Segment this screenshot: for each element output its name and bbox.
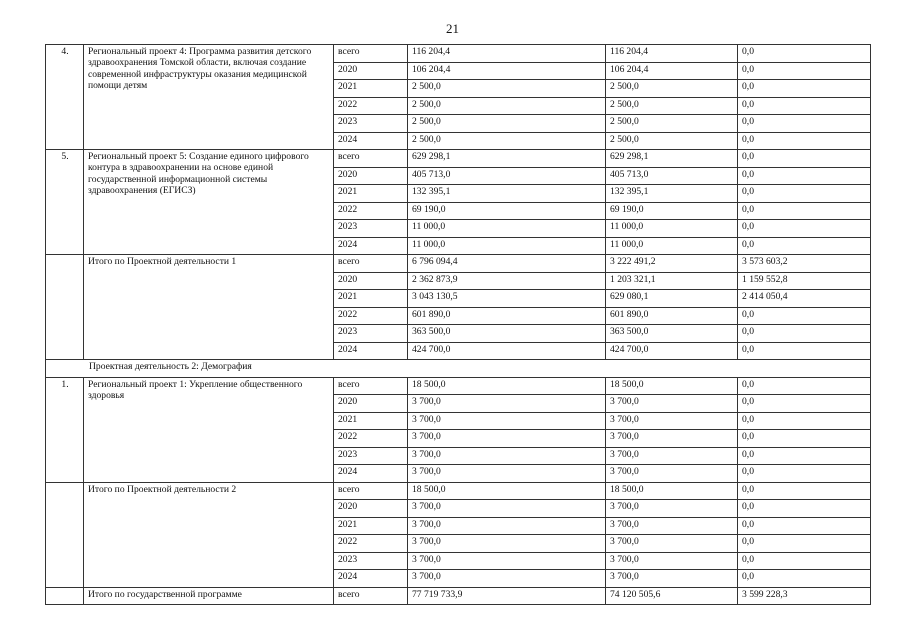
regional-budget-cell: 18 500,0 [606,482,738,500]
period-cell: 2024 [334,132,408,150]
period-cell: 2024 [334,465,408,483]
total-amount-cell: 3 700,0 [408,430,606,448]
section-header-row [46,360,871,378]
regional-budget-cell: 629 298,1 [606,150,738,168]
regional-budget-cell: 3 700,0 [606,552,738,570]
other-sources-cell: 0,0 [738,500,871,518]
period-cell: 2022 [334,307,408,325]
regional-budget-cell: 2 500,0 [606,80,738,98]
other-sources-cell: 0,0 [738,97,871,115]
total-amount-cell: 3 700,0 [408,570,606,588]
total-amount-cell: 3 700,0 [408,517,606,535]
period-cell: всего [334,482,408,500]
project-name: Региональный проект 1: Укрепление общественного здоровья [84,377,334,482]
total-amount-cell: 601 890,0 [408,307,606,325]
period-cell: 2023 [334,220,408,238]
item-number [46,255,84,360]
total-amount-cell: 18 500,0 [408,377,606,395]
table-row [46,150,871,168]
total-amount-cell: 2 362 873,9 [408,272,606,290]
regional-budget-cell: 3 700,0 [606,500,738,518]
total-amount-cell: 2 500,0 [408,115,606,133]
regional-budget-cell: 106 204,4 [606,62,738,80]
table-row [46,587,871,605]
total-amount-cell: 132 395,1 [408,185,606,203]
item-number: 5. [46,150,84,255]
total-amount-cell: 2 500,0 [408,80,606,98]
other-sources-cell: 0,0 [738,115,871,133]
period-cell: 2021 [334,517,408,535]
period-cell: 2023 [334,447,408,465]
regional-budget-cell: 424 700,0 [606,342,738,360]
other-sources-cell: 3 573 603,2 [738,255,871,273]
regional-budget-cell: 405 713,0 [606,167,738,185]
period-cell: 2023 [334,325,408,343]
regional-budget-cell: 11 000,0 [606,237,738,255]
total-amount-cell: 2 500,0 [408,97,606,115]
other-sources-cell: 0,0 [738,517,871,535]
project-name: Региональный проект 5: Создание единого цифрового контура в здравоохранении на основе единой государственной информационной системы здравоохранения (ЕГИСЗ) [84,150,334,255]
other-sources-cell: 0,0 [738,535,871,553]
period-cell: 2024 [334,342,408,360]
total-amount-cell: 3 700,0 [408,465,606,483]
regional-budget-cell: 3 700,0 [606,430,738,448]
other-sources-cell: 0,0 [738,447,871,465]
regional-budget-cell: 3 700,0 [606,447,738,465]
other-sources-cell: 0,0 [738,185,871,203]
table-row [46,255,871,273]
other-sources-cell: 0,0 [738,45,871,63]
other-sources-cell: 2 414 050,4 [738,290,871,308]
regional-budget-cell: 2 500,0 [606,115,738,133]
regional-budget-cell: 69 190,0 [606,202,738,220]
other-sources-cell: 0,0 [738,482,871,500]
total-amount-cell: 3 700,0 [408,552,606,570]
period-cell: 2022 [334,535,408,553]
other-sources-cell: 0,0 [738,150,871,168]
period-cell: 2023 [334,552,408,570]
regional-budget-cell: 363 500,0 [606,325,738,343]
other-sources-cell: 0,0 [738,552,871,570]
regional-budget-cell: 601 890,0 [606,307,738,325]
period-cell: 2020 [334,500,408,518]
period-cell: всего [334,150,408,168]
period-cell: 2020 [334,62,408,80]
period-cell: 2022 [334,202,408,220]
total-amount-cell: 77 719 733,9 [408,587,606,605]
regional-budget-cell: 2 500,0 [606,132,738,150]
period-cell: 2021 [334,80,408,98]
regional-budget-cell: 2 500,0 [606,97,738,115]
regional-budget-cell: 629 080,1 [606,290,738,308]
regional-budget-cell: 116 204,4 [606,45,738,63]
project-name: Итого по государственной программе [84,587,334,605]
regional-budget-cell: 132 395,1 [606,185,738,203]
period-cell: 2024 [334,237,408,255]
period-cell: 2022 [334,430,408,448]
total-amount-cell: 69 190,0 [408,202,606,220]
regional-budget-cell: 1 203 321,1 [606,272,738,290]
table-row [46,482,871,500]
other-sources-cell: 0,0 [738,395,871,413]
period-cell: 2023 [334,115,408,133]
total-amount-cell: 424 700,0 [408,342,606,360]
item-number: 1. [46,377,84,482]
other-sources-cell: 0,0 [738,377,871,395]
project-name: Итого по Проектной деятельности 2 [84,482,334,587]
regional-budget-cell: 3 700,0 [606,535,738,553]
other-sources-cell: 0,0 [738,202,871,220]
item-number [46,482,84,587]
section-title: Проектная деятельность 2: Демография [46,360,871,378]
other-sources-cell: 1 159 552,8 [738,272,871,290]
other-sources-cell: 3 599 228,3 [738,587,871,605]
table-row [46,45,871,63]
period-cell: 2021 [334,290,408,308]
other-sources-cell: 0,0 [738,62,871,80]
total-amount-cell: 3 700,0 [408,395,606,413]
other-sources-cell: 0,0 [738,342,871,360]
other-sources-cell: 0,0 [738,167,871,185]
regional-budget-cell: 3 700,0 [606,570,738,588]
total-amount-cell: 3 700,0 [408,535,606,553]
total-amount-cell: 3 700,0 [408,447,606,465]
total-amount-cell: 629 298,1 [408,150,606,168]
period-cell: 2020 [334,395,408,413]
budget-table [45,44,871,605]
regional-budget-cell: 3 700,0 [606,517,738,535]
total-amount-cell: 3 700,0 [408,500,606,518]
total-amount-cell: 2 500,0 [408,132,606,150]
total-amount-cell: 11 000,0 [408,220,606,238]
table-row [46,377,871,395]
other-sources-cell: 0,0 [738,465,871,483]
total-amount-cell: 405 713,0 [408,167,606,185]
other-sources-cell: 0,0 [738,220,871,238]
other-sources-cell: 0,0 [738,307,871,325]
regional-budget-cell: 3 700,0 [606,395,738,413]
total-amount-cell: 3 043 130,5 [408,290,606,308]
other-sources-cell: 0,0 [738,237,871,255]
period-cell: 2020 [334,272,408,290]
period-cell: 2024 [334,570,408,588]
period-cell: 2021 [334,412,408,430]
regional-budget-cell: 18 500,0 [606,377,738,395]
other-sources-cell: 0,0 [738,325,871,343]
project-name: Итого по Проектной деятельности 1 [84,255,334,360]
other-sources-cell: 0,0 [738,132,871,150]
total-amount-cell: 363 500,0 [408,325,606,343]
budget-table-body [46,45,871,605]
period-cell: всего [334,587,408,605]
period-cell: 2020 [334,167,408,185]
period-cell: 2022 [334,97,408,115]
other-sources-cell: 0,0 [738,80,871,98]
regional-budget-cell: 11 000,0 [606,220,738,238]
regional-budget-cell: 3 222 491,2 [606,255,738,273]
regional-budget-cell: 3 700,0 [606,465,738,483]
period-cell: всего [334,45,408,63]
total-amount-cell: 3 700,0 [408,412,606,430]
regional-budget-cell: 3 700,0 [606,412,738,430]
other-sources-cell: 0,0 [738,570,871,588]
project-name: Региональный проект 4: Программа развития детского здравоохранения Томской области, включая создание современной инфраструктуры оказания медицинской помощи детям [84,45,334,150]
period-cell: всего [334,377,408,395]
total-amount-cell: 116 204,4 [408,45,606,63]
regional-budget-cell: 74 120 505,6 [606,587,738,605]
item-number [46,587,84,605]
period-cell: 2021 [334,185,408,203]
other-sources-cell: 0,0 [738,412,871,430]
page-number: 21 [446,21,459,36]
item-number: 4. [46,45,84,150]
total-amount-cell: 18 500,0 [408,482,606,500]
total-amount-cell: 6 796 094,4 [408,255,606,273]
total-amount-cell: 106 204,4 [408,62,606,80]
total-amount-cell: 11 000,0 [408,237,606,255]
period-cell: всего [334,255,408,273]
other-sources-cell: 0,0 [738,430,871,448]
